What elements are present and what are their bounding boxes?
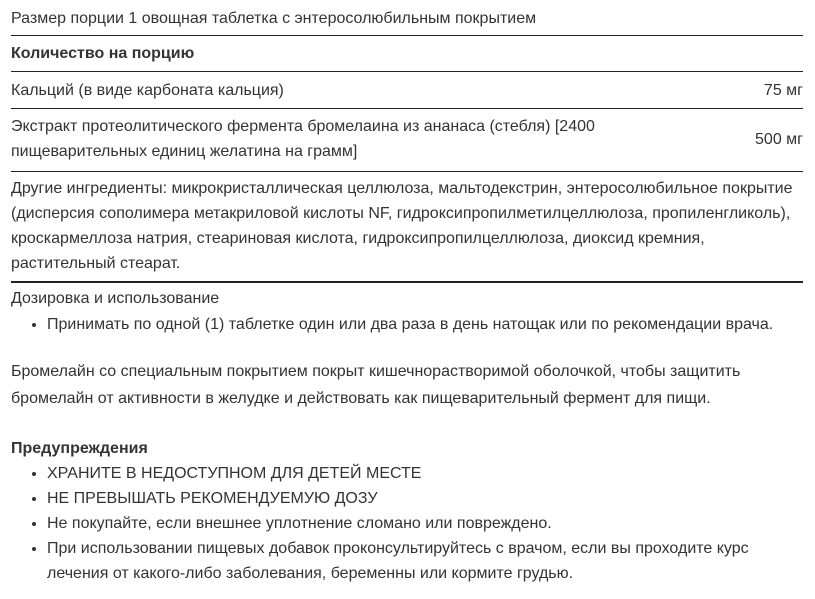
dosage-section (11, 283, 803, 337)
nutrient-row (11, 72, 803, 109)
list-item: • Не покупайте, если внешнее уплотнение сломано или повреждено. (47, 511, 803, 536)
list-item: • ХРАНИТЕ В НЕДОСТУПНОМ ДЛЯ ДЕТЕЙ МЕСТЕ (47, 461, 803, 486)
serving-size: Размер порции 1 овощная таблетка с энтеросолюбильным покрытием (11, 6, 803, 36)
dosage-list (11, 312, 803, 337)
nutrient-name: Кальций (в виде карбоната кальция) (11, 82, 284, 99)
list-item: • НЕ ПРЕВЫШАТЬ РЕКОМЕНДУЕМУЮ ДОЗУ (47, 486, 803, 511)
nutrient-row (11, 109, 803, 172)
warnings-list (11, 461, 803, 586)
other-ingredients: Другие ингредиенты: микрокристаллическая целлюлоза, мальтодекстрин, энтеросолюбильное покрытие (дисперсия сополимера метакриловой кислоты NF, гидроксипропилметилцеллюлоза, пропиленгликоль), кроскармеллоза натрия, стеариновая кислота, гидроксипропилцеллюлоза, диоксид кремния, растительный стеарат. (11, 172, 803, 283)
nutrient-value: 75 мг (763, 82, 803, 99)
nutrient-name: Экстракт протеолитического фермента бромелаина из ананаса (стебля) [2400 пищеварительных единиц желатина на грамм] (11, 118, 595, 160)
dosage-title: Дозировка и использование (11, 290, 220, 307)
product-description: Бромелайн со специальным покрытием покрыт кишечнорастворимой оболочкой, чтобы защитить бромелайн от активности в желудке и действовать как пищеварительный фермент для пищи. (11, 363, 741, 407)
amount-per-serving-header: Количество на порцию (11, 36, 803, 72)
warnings-title: Предупреждения (11, 440, 148, 457)
nutrient-value: 500 мг (755, 130, 803, 148)
list-item: • При использовании пищевых добавок проконсультируйтесь с врачом, если вы проходите курс лечения от какого-либо заболевания, беременны или кормите грудью. (47, 536, 803, 586)
list-item: • Принимать по одной (1) таблетке один или два раза в день натощак или по рекомендации врача. (47, 312, 803, 337)
